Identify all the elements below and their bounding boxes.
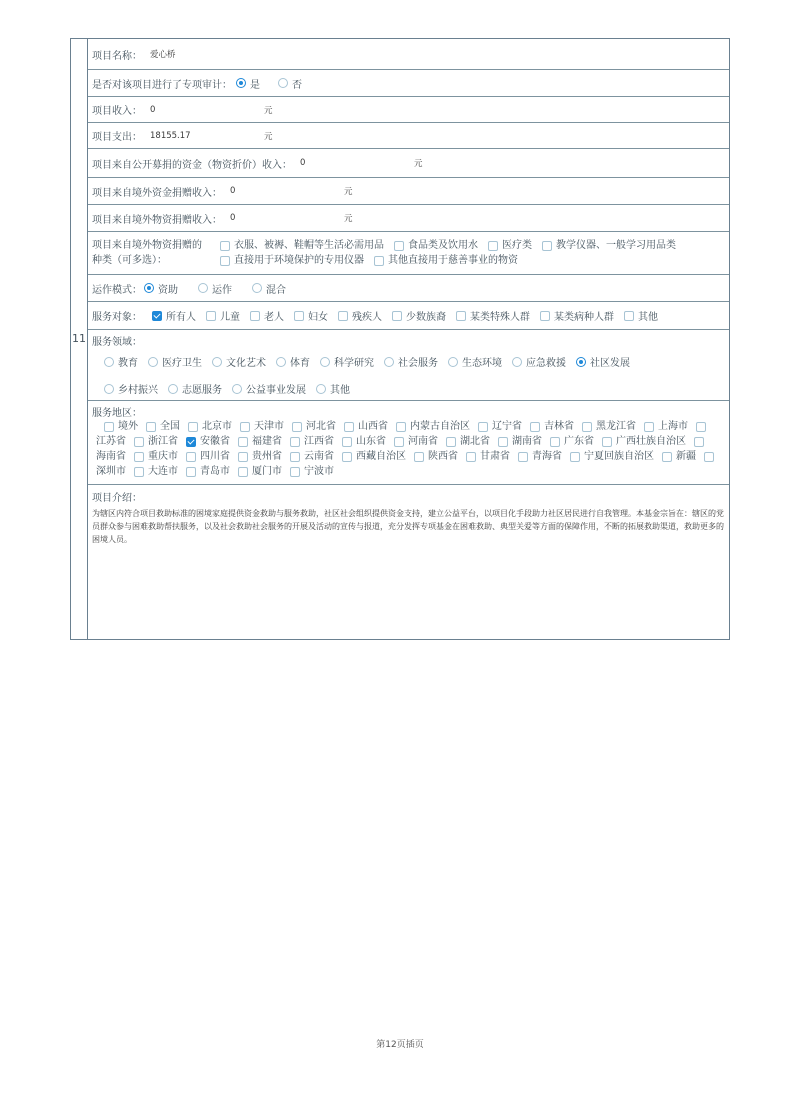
option-label: 乡村振兴 xyxy=(118,385,158,396)
option-radio[interactable] xyxy=(104,384,114,394)
option-checkbox[interactable] xyxy=(498,437,508,447)
intro-row xyxy=(88,485,729,641)
option-label: 山西省 xyxy=(358,421,388,432)
mode-option-label: 混合 xyxy=(266,284,286,296)
option-checkbox[interactable] xyxy=(570,452,580,462)
option-label: 境外 xyxy=(118,421,138,432)
mode-label: 运作模式： xyxy=(92,284,142,296)
option-radio[interactable] xyxy=(512,357,522,367)
option-label: 云南省 xyxy=(304,451,334,462)
option-label: 文化艺术 xyxy=(226,358,266,369)
targets-options xyxy=(142,308,658,323)
option-checkbox[interactable] xyxy=(530,422,540,432)
option-label: 海南省 xyxy=(96,451,126,462)
option-label: 广西壮族自治区 xyxy=(616,436,686,447)
goods-types-line2 xyxy=(210,253,676,268)
option-label: 妇女 xyxy=(308,312,328,323)
goods-type-checkbox[interactable] xyxy=(542,241,552,251)
goods-type-label: 教学仪器、一般学习用品类 xyxy=(556,240,676,251)
option-checkbox[interactable] xyxy=(186,437,196,447)
option-label: 江苏省 xyxy=(96,436,126,447)
fields-label: 服务领域： xyxy=(92,337,142,348)
option-checkbox[interactable] xyxy=(186,467,196,477)
option-checkbox[interactable] xyxy=(238,467,248,477)
income-row xyxy=(88,97,729,123)
option-checkbox[interactable] xyxy=(240,422,250,432)
targets-label: 服务对象： xyxy=(92,312,142,323)
option-checkbox[interactable] xyxy=(292,422,302,432)
option-label: 科学研究 xyxy=(334,358,374,369)
option-checkbox[interactable] xyxy=(344,422,354,432)
option-label: 重庆市 xyxy=(148,451,178,462)
option-label: 全国 xyxy=(160,421,180,432)
option-checkbox[interactable] xyxy=(624,311,634,321)
foreign-goods-label: 项目来自境外物资捐赠收入： xyxy=(92,214,222,226)
project-name-label: 项目名称： xyxy=(92,50,142,62)
option-radio[interactable] xyxy=(168,384,178,394)
goods-types-label-line1: 项目来自境外物资捐赠的 xyxy=(92,240,202,251)
option-label: 上海市 xyxy=(658,421,688,432)
option-label: 大连市 xyxy=(148,466,178,477)
mode-row xyxy=(88,275,729,302)
option-radio[interactable] xyxy=(576,357,586,367)
option-checkbox[interactable] xyxy=(134,467,144,477)
audit-label: 是否对该项目进行了专项审计： xyxy=(92,79,232,91)
option-label: 黑龙江省 xyxy=(596,421,636,432)
option-label: 山东省 xyxy=(356,436,386,447)
option-checkbox[interactable] xyxy=(134,437,144,447)
option-label: 公益事业发展 xyxy=(246,385,306,396)
goods-type-label: 医疗类 xyxy=(502,240,532,251)
option-label: 社区发展 xyxy=(590,358,630,369)
option-checkbox[interactable] xyxy=(466,452,476,462)
option-checkbox[interactable] xyxy=(662,452,672,462)
option-label: 应急救援 xyxy=(526,358,566,369)
option-label: 河南省 xyxy=(408,436,438,447)
option-radio[interactable] xyxy=(448,357,458,367)
option-radio[interactable] xyxy=(104,357,114,367)
goods-types-row xyxy=(88,232,729,275)
fields-options-line2 xyxy=(94,381,725,396)
foreign-funds-value: 0 xyxy=(230,186,236,196)
option-label: 安徽省 xyxy=(200,436,230,447)
option-label: 甘肃省 xyxy=(480,451,510,462)
intro-text: 为辖区内符合项目救助标准的困境家庭提供资金救助与服务救助，社区社会组织提供资金支持，建立公益平台，以项目化手段助力社区居民进行自我管理。本基金宗旨在：辖区的党员群众参与困难救助帮扶服务，以及社会救助社会服务的开展及活动的宣传与报道，充分发挥专项基金在困难救助、典型关爱等方面的保障作用，不断的拓展救助渠道，救助更多的困境人员。 xyxy=(92,509,724,544)
option-checkbox[interactable] xyxy=(294,311,304,321)
intro-label: 项目介绍： xyxy=(92,493,142,504)
goods-types-label-line2: 种类（可多选）： xyxy=(92,255,167,266)
foreign-goods-row xyxy=(88,205,729,232)
option-label: 湖南省 xyxy=(512,436,542,447)
option-label: 天津市 xyxy=(254,421,284,432)
targets-row xyxy=(88,302,729,330)
option-label: 吉林省 xyxy=(544,421,574,432)
option-checkbox[interactable] xyxy=(152,311,162,321)
option-label: 儿童 xyxy=(220,312,240,323)
option-checkbox[interactable] xyxy=(290,437,300,447)
option-label: 陕西省 xyxy=(428,451,458,462)
option-checkbox[interactable] xyxy=(290,452,300,462)
option-label: 浙江省 xyxy=(148,436,178,447)
mode-radio[interactable] xyxy=(144,283,154,293)
option-label: 医疗卫生 xyxy=(162,358,202,369)
option-checkbox[interactable] xyxy=(704,452,714,462)
option-radio[interactable] xyxy=(212,357,222,367)
fields-options-line1 xyxy=(94,354,725,369)
option-checkbox[interactable] xyxy=(186,452,196,462)
expense-label: 项目支出： xyxy=(92,132,142,143)
goods-type-checkbox[interactable] xyxy=(488,241,498,251)
option-label: 少数族裔 xyxy=(406,312,446,323)
option-checkbox[interactable] xyxy=(550,437,560,447)
option-label: 其他 xyxy=(638,312,658,323)
option-label: 深圳市 xyxy=(96,466,126,477)
regions-label: 服务地区： xyxy=(92,408,142,419)
option-label: 教育 xyxy=(118,358,138,369)
option-label: 湖北省 xyxy=(460,436,490,447)
goods-type-label: 衣服、被褥、鞋帽等生活必需用品 xyxy=(234,240,384,251)
public-funds-unit: 元 xyxy=(414,159,423,169)
option-label: 江西省 xyxy=(304,436,334,447)
option-checkbox[interactable] xyxy=(146,422,156,432)
option-label: 其他 xyxy=(330,385,350,396)
foreign-goods-unit: 元 xyxy=(344,214,353,224)
option-label: 所有人 xyxy=(166,312,196,323)
foreign-funds-row xyxy=(88,178,729,205)
option-radio[interactable] xyxy=(384,357,394,367)
project-name-value: 爱心桥 xyxy=(150,50,176,60)
row-number: 11 xyxy=(72,332,86,345)
option-label: 厦门市 xyxy=(252,466,282,477)
public-funds-value: 0 xyxy=(300,158,306,168)
option-label: 某类特殊人群 xyxy=(470,312,530,323)
goods-type-label: 直接用于环境保护的专用仪器 xyxy=(234,255,364,266)
option-checkbox[interactable] xyxy=(104,422,114,432)
option-checkbox[interactable] xyxy=(188,422,198,432)
income-unit: 元 xyxy=(264,105,273,116)
option-label: 福建省 xyxy=(252,436,282,447)
option-label: 残疾人 xyxy=(352,312,382,323)
fields-row xyxy=(88,330,729,401)
option-radio[interactable] xyxy=(232,384,242,394)
goods-type-label: 食品类及饮用水 xyxy=(408,240,478,251)
option-label: 青岛市 xyxy=(200,466,230,477)
goods-type-checkbox[interactable] xyxy=(374,256,384,266)
option-label: 新疆 xyxy=(676,451,696,462)
mode-radio[interactable] xyxy=(252,283,262,293)
option-label: 河北省 xyxy=(306,421,336,432)
option-label: 广东省 xyxy=(564,436,594,447)
option-label: 宁夏回族自治区 xyxy=(584,451,654,462)
project-table xyxy=(70,38,730,640)
option-checkbox[interactable] xyxy=(394,437,404,447)
option-label: 志愿服务 xyxy=(182,385,222,396)
option-label: 老人 xyxy=(264,312,284,323)
option-checkbox[interactable] xyxy=(414,452,424,462)
option-label: 生态环境 xyxy=(462,358,502,369)
option-radio[interactable] xyxy=(320,357,330,367)
option-checkbox[interactable] xyxy=(206,311,216,321)
public-funds-label: 项目来自公开募捐的资金（物资折价）收入： xyxy=(92,159,292,171)
regions-row xyxy=(88,401,729,485)
option-checkbox[interactable] xyxy=(238,452,248,462)
option-label: 北京市 xyxy=(202,421,232,432)
option-checkbox[interactable] xyxy=(290,467,300,477)
option-checkbox[interactable] xyxy=(338,311,348,321)
option-label: 某类病种人群 xyxy=(554,312,614,323)
option-checkbox[interactable] xyxy=(456,311,466,321)
project-name-row xyxy=(88,39,729,70)
regions-options xyxy=(92,419,725,479)
foreign-funds-label: 项目来自境外资金捐赠收入： xyxy=(92,187,222,199)
option-label: 体育 xyxy=(290,358,310,369)
option-label: 青海省 xyxy=(532,451,562,462)
option-checkbox[interactable] xyxy=(694,437,704,447)
option-checkbox[interactable] xyxy=(238,437,248,447)
foreign-goods-value: 0 xyxy=(230,213,236,223)
option-radio[interactable] xyxy=(148,357,158,367)
audit-row xyxy=(88,70,729,97)
row-number-column xyxy=(71,39,88,639)
option-checkbox[interactable] xyxy=(446,437,456,447)
option-checkbox[interactable] xyxy=(250,311,260,321)
audit-no-label: 否 xyxy=(292,79,302,91)
option-checkbox[interactable] xyxy=(342,437,352,447)
goods-type-checkbox[interactable] xyxy=(220,256,230,266)
goods-type-checkbox[interactable] xyxy=(394,241,404,251)
expense-row xyxy=(88,123,729,149)
audit-yes-label: 是 xyxy=(250,79,260,91)
option-checkbox[interactable] xyxy=(396,422,406,432)
option-label: 贵州省 xyxy=(252,451,282,462)
expense-value: 18155.17 xyxy=(150,130,191,141)
option-label: 辽宁省 xyxy=(492,421,522,432)
option-checkbox[interactable] xyxy=(134,452,144,462)
mode-radio[interactable] xyxy=(198,283,208,293)
option-checkbox[interactable] xyxy=(342,452,352,462)
audit-yes-radio[interactable] xyxy=(236,78,246,88)
option-checkbox[interactable] xyxy=(696,422,706,432)
option-label: 社会服务 xyxy=(398,358,438,369)
expense-unit: 元 xyxy=(264,131,273,142)
goods-types-line1 xyxy=(210,238,676,253)
option-checkbox[interactable] xyxy=(540,311,550,321)
option-radio[interactable] xyxy=(276,357,286,367)
goods-type-label: 其他直接用于慈善事业的物资 xyxy=(388,255,518,266)
option-label: 内蒙古自治区 xyxy=(410,421,470,432)
option-label: 宁波市 xyxy=(304,466,334,477)
option-checkbox[interactable] xyxy=(392,311,402,321)
option-checkbox[interactable] xyxy=(644,422,654,432)
income-label: 项目收入： xyxy=(92,106,142,117)
option-label: 四川省 xyxy=(200,451,230,462)
goods-type-checkbox[interactable] xyxy=(220,241,230,251)
mode-option-label: 运作 xyxy=(212,284,232,296)
audit-no-radio[interactable] xyxy=(278,78,288,88)
foreign-funds-unit: 元 xyxy=(344,187,353,197)
mode-option-label: 资助 xyxy=(158,284,178,296)
page-footer: 第12页插页 xyxy=(376,1040,424,1050)
public-funds-row xyxy=(88,149,729,178)
option-checkbox[interactable] xyxy=(582,422,592,432)
option-checkbox[interactable] xyxy=(518,452,528,462)
option-radio[interactable] xyxy=(316,384,326,394)
income-value: 0 xyxy=(150,104,156,115)
option-label: 西藏自治区 xyxy=(356,451,406,462)
option-checkbox[interactable] xyxy=(478,422,488,432)
option-checkbox[interactable] xyxy=(602,437,612,447)
